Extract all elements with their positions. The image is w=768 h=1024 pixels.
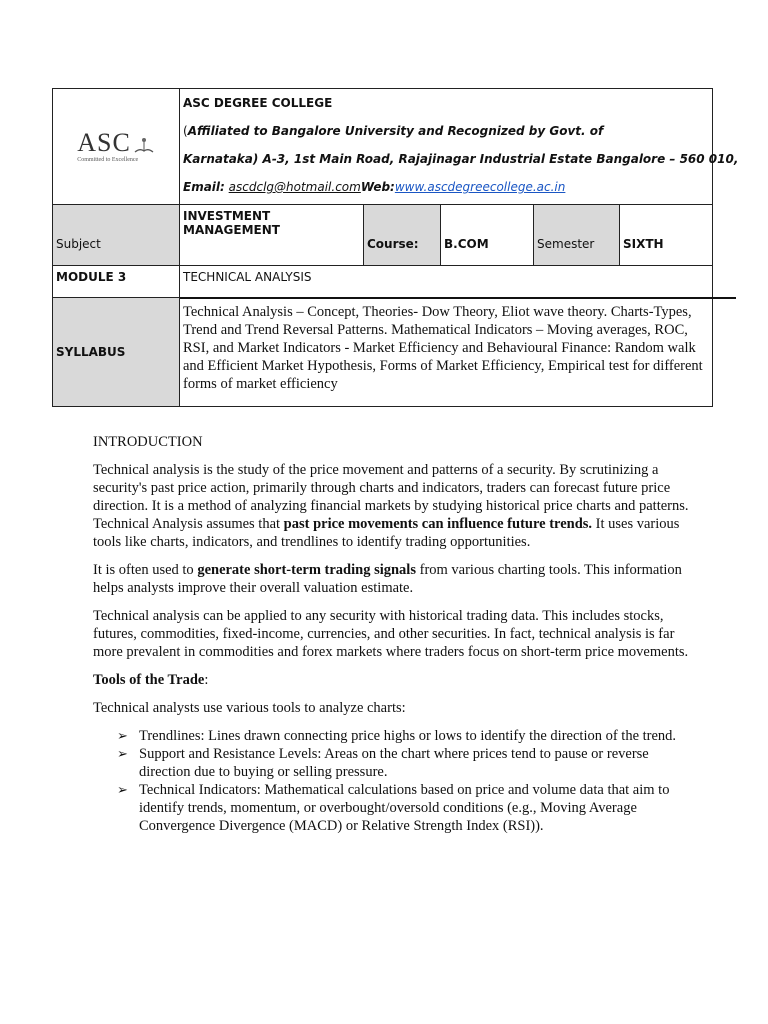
- tools-heading: Tools of the Trade:: [93, 672, 209, 688]
- college-name: ASC DEGREE COLLEGE: [183, 96, 333, 110]
- module-label: MODULE 3: [53, 266, 180, 298]
- divider-rule: [180, 297, 736, 299]
- affiliation-line-2: Karnataka) A-3, 1st Main Road, Rajajinagar Industrial Estate Bangalore – 560 010,: [183, 152, 739, 166]
- logo-cell: [53, 89, 180, 205]
- logo-text: ASC: [77, 127, 131, 157]
- web-label: Web:: [360, 180, 395, 194]
- tools-intro: Technical analysts use various tools to analyze charts:: [93, 700, 406, 716]
- affiliation-line-1: (Affiliated to Bangalore University and Recognized by Govt. of: [183, 124, 604, 138]
- module-value: TECHNICAL ANALYSIS: [180, 266, 713, 298]
- college-info: [180, 89, 739, 205]
- main-content: [93, 433, 693, 835]
- email-label: Email:: [183, 180, 225, 194]
- logo-tagline: Committed to Excellence: [77, 156, 139, 163]
- course-label: Course:: [364, 205, 441, 266]
- book-icon: [133, 136, 155, 156]
- tools-list: [93, 727, 693, 835]
- email-link[interactable]: ascdclg@hotmail.com: [228, 180, 361, 194]
- list-item: ➢ Trendlines: Lines drawn connecting price highs or lows to identify the direction of the trend.: [117, 728, 677, 744]
- arrow-bullet-icon: ➢: [117, 746, 128, 761]
- semester-label: Semester: [534, 205, 620, 266]
- list-item: ➢ Support and Resistance Levels: Areas on the chart where prices tend to pause or reverse direction due to buying or selling pressure.: [117, 746, 649, 780]
- subject-value: INVESTMENT MANAGEMENT: [180, 205, 364, 266]
- course-value: B.COM: [441, 205, 534, 266]
- contact-line: [183, 173, 709, 201]
- semester-value: SIXTH: [620, 205, 713, 266]
- header-table: [52, 88, 739, 407]
- syllabus-text: Technical Analysis – Concept, Theories- Dow Theory, Eliot wave theory. Charts-Types, Trend and Trend Reversal Patterns. Mathematical Indicators – Moving averages, ROC, RSI, and Market Indicators - Market Efficiency and Behavioural Finance: Random walk and Efficient Market Hypothesis, Forms of Market Efficiency, Empirical test for different forms of market efficiency: [180, 298, 713, 407]
- section-heading: INTRODUCTION: [93, 434, 203, 450]
- subject-label: Subject: [53, 205, 180, 266]
- arrow-bullet-icon: ➢: [117, 782, 128, 797]
- list-item: ➢ Technical Indicators: Mathematical calculations based on price and volume data that aim to identify trends, momentum, or overbought/oversold conditions (e.g., Moving Average Convergence Divergence (MACD) or Relative Strength Index (RSI)).: [117, 782, 670, 834]
- syllabus-label: SYLLABUS: [53, 298, 180, 407]
- paragraph-2: It is often used to generate short-term trading signals from various charting tools. This information helps analysts improve their overall valuation estimate.: [93, 562, 682, 596]
- paragraph-1: Technical analysis is the study of the price movement and patterns of a security. By scrutinizing a security's past price action, primarily through charts and indicators, traders can forecast future price direction. It is a method of analyzing financial markets by studying historical price charts and patterns. Technical Analysis assumes that past price movements can influence future trends. It uses various tools like charts, indicators, and trendlines to identify trading opportunities.: [93, 462, 689, 550]
- website-link[interactable]: www.ascdegreecollege.ac.in: [394, 180, 566, 194]
- college-logo: [77, 127, 155, 163]
- paragraph-3: Technical analysis can be applied to any security with historical trading data. This includes stocks, futures, commodities, fixed-income, currencies, and other securities. In fact, technical analysis is far more prevalent in commodities and forex markets where traders focus on short-term price movements.: [93, 608, 689, 660]
- arrow-bullet-icon: ➢: [117, 728, 128, 743]
